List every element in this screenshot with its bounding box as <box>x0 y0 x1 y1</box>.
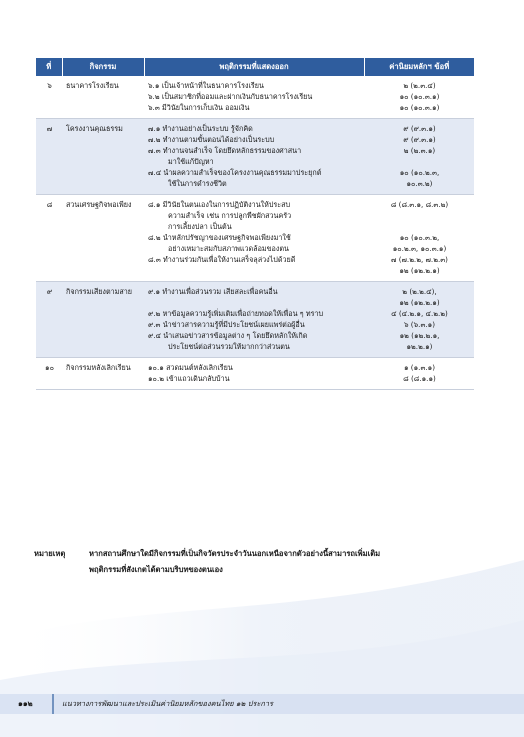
core-value-cell <box>364 195 474 282</box>
core-value-line: ๑๐ (๑๐.๓.๑) <box>399 92 440 101</box>
core-value-line: ๑๐.๓.๒) <box>406 179 433 188</box>
table-row <box>36 119 474 195</box>
behavior-line: ๖.๑ เป็นเจ้าหน้าที่ในธนาคารโรงเรียน <box>148 81 264 90</box>
behavior-line <box>148 297 361 308</box>
core-value-line: ๖ (๖.๓.๑) <box>403 320 436 329</box>
core-value-line: ๑ (๑.๓.๑) <box>403 363 436 372</box>
behavior-line: ๘.๑ มีวินัยในตนเองในการปฏิบัติงานให้ประสบ <box>148 200 291 209</box>
behavior-line: ๙.๔ นำเสนอข่าวสารข้อมูลต่าง ๆ โดยยึดหลักให้เกิด <box>148 331 308 340</box>
row-number: ๖ <box>36 76 62 119</box>
behavior-line: ๘.๓ ทำงานร่วมกันเพื่อให้งานเสร็จลุล่วงไปด้วยดี <box>148 255 296 264</box>
core-value-line: ๙ (๙.๓.๑) <box>403 135 436 144</box>
row-number: ๘ <box>36 195 62 282</box>
core-value-line: ๑๐.๒.๓, ๑๐.๓.๑) <box>392 244 447 253</box>
core-value-line: ๑๒ (๑๒.๒.๑) <box>399 298 440 307</box>
core-value-cell <box>364 358 474 390</box>
behavior-cell <box>144 195 364 282</box>
core-value-line: ๑๒.๒.๑) <box>406 342 433 351</box>
activity-name: ธนาคารโรงเรียน <box>62 76 144 119</box>
behavior-line: ประโยชน์ต่อส่วนรวมให้มากกว่าส่วนตน <box>168 342 290 351</box>
behavior-line: การเลี้ยงปลา เป็นต้น <box>168 222 232 231</box>
core-value-line: ๑๐ (๑๐.๓.๑) <box>399 103 440 112</box>
behavior-line: อย่างเหมาะสมกับสภาพแวดล้อมของตน <box>168 244 289 253</box>
core-value-line: ๙ (๙.๓.๑) <box>403 124 436 133</box>
core-value-line: ๔ (๔.๒.๑, ๔.๒.๒) <box>391 309 448 318</box>
row-number: ๙ <box>36 282 62 358</box>
page-number: ๑๑๒ <box>18 699 33 708</box>
behavior-line: ๖.๓ มีวินัยในการเก็บเงิน ออมเงิน <box>148 103 250 112</box>
core-value-line: ๗ (๗.๒.๒, ๗.๒.๓) <box>391 255 448 264</box>
core-value-line: ๑๐ (๑๐.๒.๓, <box>399 168 440 177</box>
core-value-line: ๑๐ (๑๐.๓.๒, <box>399 233 440 242</box>
table-row <box>36 195 474 282</box>
row-number: ๑๐ <box>36 358 62 390</box>
behavior-cell <box>144 76 364 119</box>
behavior-line: ๘.๒ นำหลักปรัชญาของเศรษฐกิจพอเพียงมาใช้ <box>148 233 291 242</box>
footer-title: แนวทางการพัฒนาและประเมินค่านิยมหลักของคนไทย ๑๒ ประการ <box>62 699 274 708</box>
note-label: หมายเหตุ <box>34 549 66 558</box>
behavior-line: ใช้ในการดำรงชีวิต <box>168 179 227 188</box>
behavior-line: ๗.๔ นำผลความสำเร็จของโครงงานคุณธรรมมาประยุกต์ <box>148 168 322 177</box>
core-value-line: ๒ (๒.๓.๑) <box>403 146 436 155</box>
header-no: ที่ <box>36 58 62 76</box>
behavior-line <box>148 265 361 276</box>
activity-name: กิจกรรมหลังเลิกเรียน <box>62 358 144 390</box>
header-core-value: ค่านิยมหลักฯ ข้อที่ <box>364 58 474 76</box>
core-value-line: ๒ (๒.๓.๔) <box>403 81 436 90</box>
behavior-line: ๙.๓ นำข่าวสารความรู้ที่มีประโยชน์เผยแพร่ต่อผู้อื่น <box>148 320 305 329</box>
behavior-line: ๗.๑ ทำงานอย่างเป็นระบบ รู้จักคิด <box>148 124 253 133</box>
behavior-cell <box>144 119 364 195</box>
core-value-cell <box>364 76 474 119</box>
activity-name: โครงงานคุณธรรม <box>62 119 144 195</box>
behavior-line: ๗.๓ ทำงานจนสำเร็จ โดยยึดหลักธรรมของศาสนา <box>148 146 302 155</box>
header-activity: กิจกรรม <box>62 58 144 76</box>
behavior-cell <box>144 358 364 390</box>
behavior-line: ๑๐.๒ เข้าแถวเดินกลับบ้าน <box>148 374 230 383</box>
behavior-line: ๙.๑ ทำงานเพื่อส่วนรวม เสียสละเพื่อคนอื่น <box>148 287 278 296</box>
core-value-line: ๒ (๒.๒.๔), <box>402 287 437 296</box>
core-value-cell <box>364 282 474 358</box>
table-row <box>36 282 474 358</box>
table-header-row <box>36 58 474 76</box>
table-row <box>36 76 474 119</box>
core-value-line: ๘ (๘.๓.๑, ๘.๓.๒) <box>390 200 449 209</box>
behavior-line: ๖.๒ เป็นสมาชิกที่ออมและฝากเงินกับธนาคารโรงเรียน <box>148 92 313 101</box>
table-row <box>36 358 474 390</box>
core-value-line: ๘ (๘.๑.๑) <box>403 374 436 383</box>
behavior-line: ความสำเร็จ เช่น การปลูกพืชผักสวนครัว <box>168 211 292 220</box>
core-value-line: ๑๒ (๑๒.๒.๑, <box>399 331 440 340</box>
note-text-line-1: หากสถานศึกษาใดมีกิจกรรมที่เป็นกิจวัตรประจำวันนอกเหนือจากตัวอย่างนี้สามารถเพิ่มเติม <box>89 549 381 558</box>
core-value-line <box>368 210 471 221</box>
behavior-line: ๙.๒ หาข้อมูลความรู้เพิ่มเติมเพื่อถ่ายทอดให้เพื่อน ๆ ทราบ <box>148 309 324 318</box>
row-number: ๗ <box>36 119 62 195</box>
behavior-line: ๑๐.๑ สวดมนต์หลังเลิกเรียน <box>148 363 233 372</box>
core-value-line: ๑๒ (๑๒.๒.๑) <box>399 266 440 275</box>
core-value-line <box>368 221 471 232</box>
header-behavior: พฤติกรรมที่แสดงออก <box>144 58 364 76</box>
behavior-line: ๗.๒ ทำงานตามขั้นตอนได้อย่างเป็นระบบ <box>148 135 275 144</box>
activity-name: สวนเศรษฐกิจพอเพียง <box>62 195 144 282</box>
footnote <box>34 546 484 578</box>
core-value-cell <box>364 119 474 195</box>
behavior-line: มาใช้แก้ปัญหา <box>168 157 214 166</box>
behavior-cell <box>144 282 364 358</box>
activities-table <box>36 58 474 390</box>
note-text-line-2: พฤติกรรมที่สังเกตได้ตามบริบทของตนเอง <box>89 565 223 574</box>
core-value-line <box>368 156 471 167</box>
activity-name: กิจกรรมเสียงตามสาย <box>62 282 144 358</box>
